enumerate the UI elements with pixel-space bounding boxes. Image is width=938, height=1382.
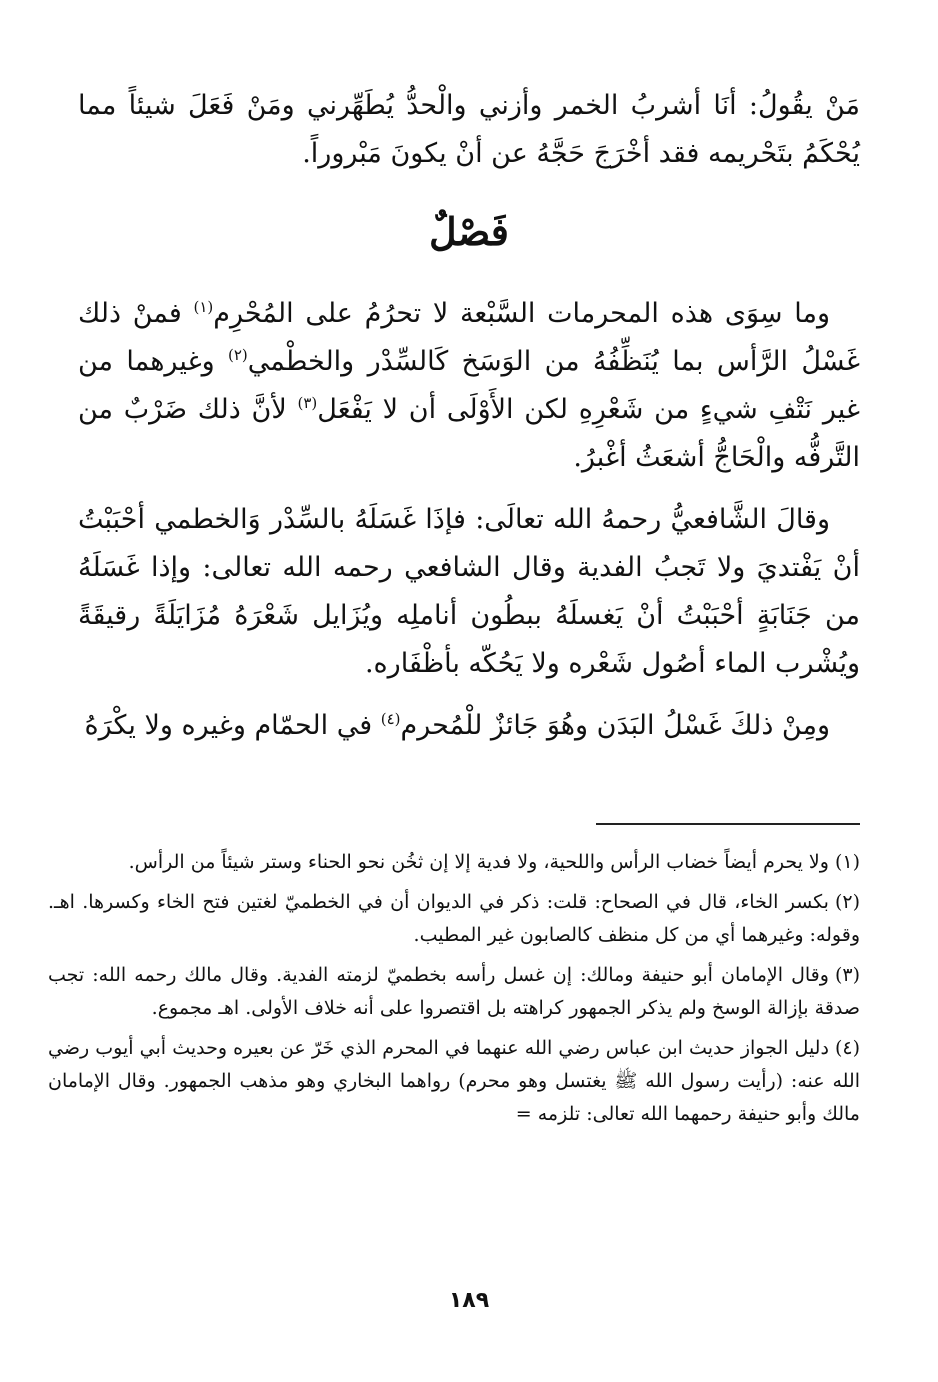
- paragraph-2-part-b: فمنْ ذلك غَسْلُ الرَّأس بما يُنَظِّفُهُ من الوَسَخ كَالسِّدْر والخطْمي: [78, 298, 860, 377]
- footnote-ref-2[interactable]: (٢): [227, 346, 248, 364]
- footnote-number: (٤): [834, 1037, 860, 1059]
- paragraph-2-part-a: وما سِوَى هذه المحرمات السَّبْعة لا تحرُمُ على المُحْرِم: [213, 298, 830, 329]
- paragraph-2-part-d: لأنَّ ذلك ضَرْبٌ من التَّرفُّه والْحَاجُّ أشعَثُ أغْبرُ.: [78, 394, 860, 473]
- footnote-3: [48, 959, 860, 1025]
- paragraph-2-part-c: وغيرهما من غير نَتْفِ شيءٍ من شَعْرِهِ لكن الأَوْلَى أن لا يَفْعَل: [78, 346, 860, 425]
- page-number: ١٨٩: [448, 1288, 490, 1313]
- footnote-number: (٣): [834, 964, 860, 986]
- footnote-separator: [596, 823, 860, 825]
- paragraph-4-part-b: في الحمّام وغيره ولا يكْرَهُ: [84, 710, 381, 741]
- paragraph-2: [78, 290, 860, 482]
- footnote-text: وقال الإمامان أبو حنيفة ومالك: إن غسل رأسه بخطميّ لزمته الفدية. وقال مالك رحمه الله: تجب صدقة بإزالة الوسخ ولم يذكر الجمهور كراهته بل اقتصروا على أنه خلاف الأولى. اهـ مجموع.: [48, 964, 860, 1019]
- footnote-2: [48, 886, 860, 952]
- footnote-4: [48, 1032, 860, 1131]
- footnote-1: [48, 846, 860, 879]
- footnote-ref-1[interactable]: (١): [193, 298, 214, 316]
- footnote-text: ولا يحرم أيضاً خضاب الرأس واللحية، ولا فدية إلا إن ثخُن نحو الحناء وستر شيئاً من الرأس.: [128, 851, 829, 873]
- main-text: [78, 82, 860, 750]
- section-heading: فَصْلٌ: [429, 209, 509, 254]
- paragraph-1: مَنْ يقُولُ: أنَا أشربُ الخمر وأزني والْحدُّ يُطَهِّرني ومَنْ فَعَلَ شيئاً مما يُحْكَمُ بتَحْريمه فقد أخْرَجَ حَجَّهُ عن أنْ يكونَ مَبْروراً.: [78, 90, 860, 169]
- paragraph-4: [78, 702, 860, 750]
- footnote-number: (٢): [834, 891, 860, 913]
- footnote-ref-4[interactable]: (٤): [380, 710, 401, 728]
- paragraph-3: وقالَ الشَّافعيُّ رحمهُ الله تعالَى: فإذَا غَسَلَهُ بالسِّدْر وَالخطمي أحْبَبْتُ أنْ يَفْتديَ ولا تَجبُ الفدية وقال الشافعي رحمه الله تعالى: وإذا غَسَلَهُ من جَنَابَةٍ أحْبَبْتُ أنْ يَغسلَهُ ببطُون أناملِه ويُزَايل شَعْرَهُ مُزَايَلَةً رقيقَةً ويُشْرب الماء أصُول شَعْره ولا يَحُكّه بأظْفَاره.: [78, 504, 860, 679]
- footnote-number: (١): [834, 851, 860, 873]
- footnote-ref-3[interactable]: (٣): [297, 394, 318, 412]
- footnotes: [48, 846, 860, 1138]
- paragraph-4-part-a: ومِنْ ذلكَ غَسْلُ البَدَن وهُوَ جَائزٌ للْمُحرم: [400, 710, 830, 741]
- footnote-text: بكسر الخاء، قال في الصحاح: قلت: ذكر في الديوان أن في الخطميّ لغتين فتح الخاء وكسرها. اهـ. وقوله: وغيرهما أي من كل منظف كالصابون غير المطيب.: [48, 891, 860, 946]
- footnote-text: دليل الجواز حديث ابن عباس رضي الله عنهما في المحرم الذي خَرّ عن بعيره وحديث أبي أيوب رضي الله عنه: (رأيت رسول الله ﷺ يغتسل وهو محرم) رواهما البخاري وهو مذهب الجمهور. وقال الإمامان مالك وأبو حنيفة رحمهما الله تعالى: تلزمه =: [48, 1037, 860, 1125]
